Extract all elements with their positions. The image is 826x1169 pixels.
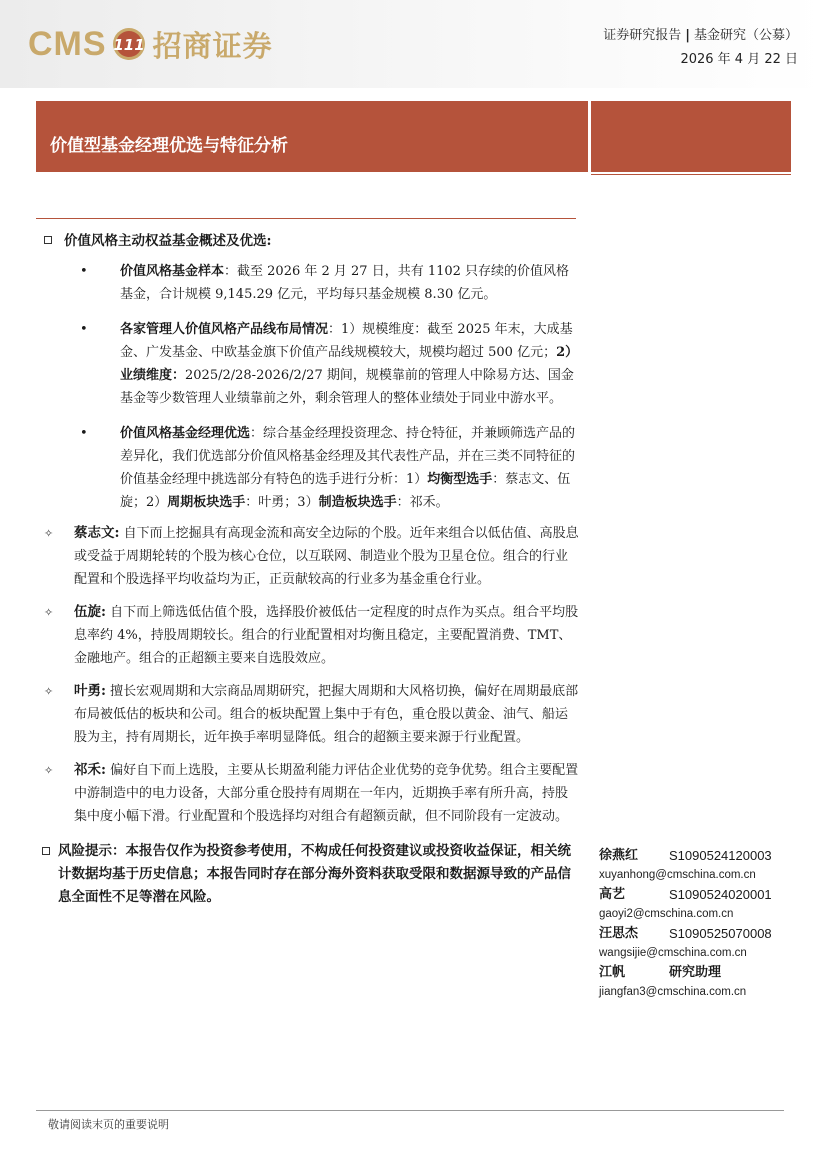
diamond-bullet-icon: ✧: [44, 764, 54, 777]
diamond-bullet-icon: ✧: [44, 527, 54, 540]
summary-bullet-2: • 各家管理人价值风格产品线布局情况：1）规模维度：截至 2025 年末，大成基金、广发基金、中欧基金旗下价值产品线规模较大，规模均超过 500 亿元；2）业绩维度：2025/2/28-2026/2/27 期间，规模靠前的管理人中除易方达、国金基金等少数管理人业绩靠前之外，剩余管理人的整体业绩处于同业中游水平。: [44, 318, 580, 410]
analyst-email[interactable]: jiangfan3@cmschina.com.cn: [599, 986, 747, 998]
logo-emblem-icon: [111, 26, 147, 62]
title-band-side: [591, 101, 791, 172]
bullet-dot-icon: •: [80, 426, 88, 441]
bullet-dot-icon: •: [80, 322, 88, 337]
square-bullet-icon: [42, 847, 50, 855]
risk-warning: 风险提示：本报告仅作为投资参考使用，不构成任何投资建议或投资收益保证，相关统计数据均基于历史信息；本报告同时存在部分海外资料获取受限和数据源导致的产品信息全面性不足等潜在风险。: [44, 840, 580, 909]
main-content: [44, 230, 580, 909]
summary-bullet-1: • 价值风格基金样本：截至 2026 年 2 月 27 日，共有 1102 只存续的价值风格基金，合计规模 9,145.29 亿元，平均每只基金规模 8.30 亿元。: [44, 260, 580, 306]
manager-item-qihe: ✧ 祁禾: 偏好自下而上选股，主要从长期盈利能力评估企业优势的竞争优势。组合主要配置中游制造中的电力设备，大部分重仓股持有周期在一年内，近期换手率有所升高，持股集中度小幅下滑。行业配置和个股选择均对组合有超额贡献，但不同阶段有一定波动。: [44, 759, 580, 828]
diamond-bullet-icon: ✧: [44, 606, 54, 619]
analyst-entry: 汪思杰 S1090525070008 wangsijie@cmschina.com.cn: [599, 924, 794, 963]
svg-text:111: 111: [112, 36, 145, 54]
logo-cms-text: CMS: [28, 24, 107, 63]
analyst-email[interactable]: gaoyi2@cmschina.com.cn: [599, 908, 734, 920]
side-divider: [591, 174, 791, 175]
analyst-sidebar: [599, 846, 794, 1002]
manager-item-yeyong: ✧ 叶勇: 擅长宏观周期和大宗商品周期研究，把握大周期和大风格切换，偏好在周期最底部布局被低估的板块和公司。组合的板块配置上集中于有色，重仓股以黄金、油气、船运股为主，持有周期长，近年换手率明显降低。组合的超额主要来源于行业配置。: [44, 680, 580, 749]
report-date: 2026 年 4 月 22 日: [680, 52, 798, 67]
manager-item-wuxuan: ✧ 伍旋: 自下而上筛选低估值个股，选择股价被低估一定程度的时点作为买点。组合平均股息率约 4%，持股周期较长。组合的行业配置相对均衡且稳定，主要配置消费、TMT、金融地产。组合的正超额主要来自选股效应。: [44, 601, 580, 670]
report-category: 证券研究报告 | 基金研究（公募）: [603, 28, 798, 43]
manager-item-caizhiwen: ✧ 蔡志文: 自下而上挖掘具有高现金流和高安全边际的个股。近年来组合以低估值、高股息或受益于周期轮转的个股为核心仓位，以互联网、制造业个股为卫星仓位。组合的行业配置和个股选择平均收益均为正，正贡献较高的行业多为基金重仓行业。: [44, 522, 580, 591]
footer-divider: [36, 1110, 784, 1111]
report-title: 价值型基金经理优选与特征分析: [50, 136, 288, 156]
diamond-bullet-icon: ✧: [44, 685, 54, 698]
analyst-entry: 高艺 S1090524020001 gaoyi2@cmschina.com.cn: [599, 885, 794, 924]
company-logo: [28, 22, 273, 66]
logo-cn-text: 招商证券: [152, 28, 273, 63]
footer-note: 敬请阅读末页的重要说明: [48, 1118, 169, 1131]
summary-heading: 价值风格主动权益基金概述及优选:: [44, 230, 580, 253]
title-band: [36, 101, 588, 172]
square-bullet-icon: [44, 236, 52, 244]
summary-bullet-3: • 价值风格基金经理优选：综合基金经理投资理念、持仓特征，并兼顾筛选产品的差异化，我们优选部分价值风格基金经理及其代表性产品，并在三类不同特征的价值基金经理中挑选部分有特色的选手进行分析：1）均衡型选手：蔡志文、伍旋；2）周期板块选手：叶勇；3）制造板块选手：祁禾。: [44, 422, 580, 514]
bullet-dot-icon: •: [80, 264, 88, 279]
analyst-email[interactable]: wangsijie@cmschina.com.cn: [599, 947, 747, 959]
title-divider: [36, 218, 576, 219]
analyst-entry: 徐燕红 S1090524120003 xuyanhong@cmschina.com.cn: [599, 846, 794, 885]
analyst-email[interactable]: xuyanhong@cmschina.com.cn: [599, 869, 756, 881]
analyst-entry: 江帆 研究助理 jiangfan3@cmschina.com.cn: [599, 963, 794, 1002]
